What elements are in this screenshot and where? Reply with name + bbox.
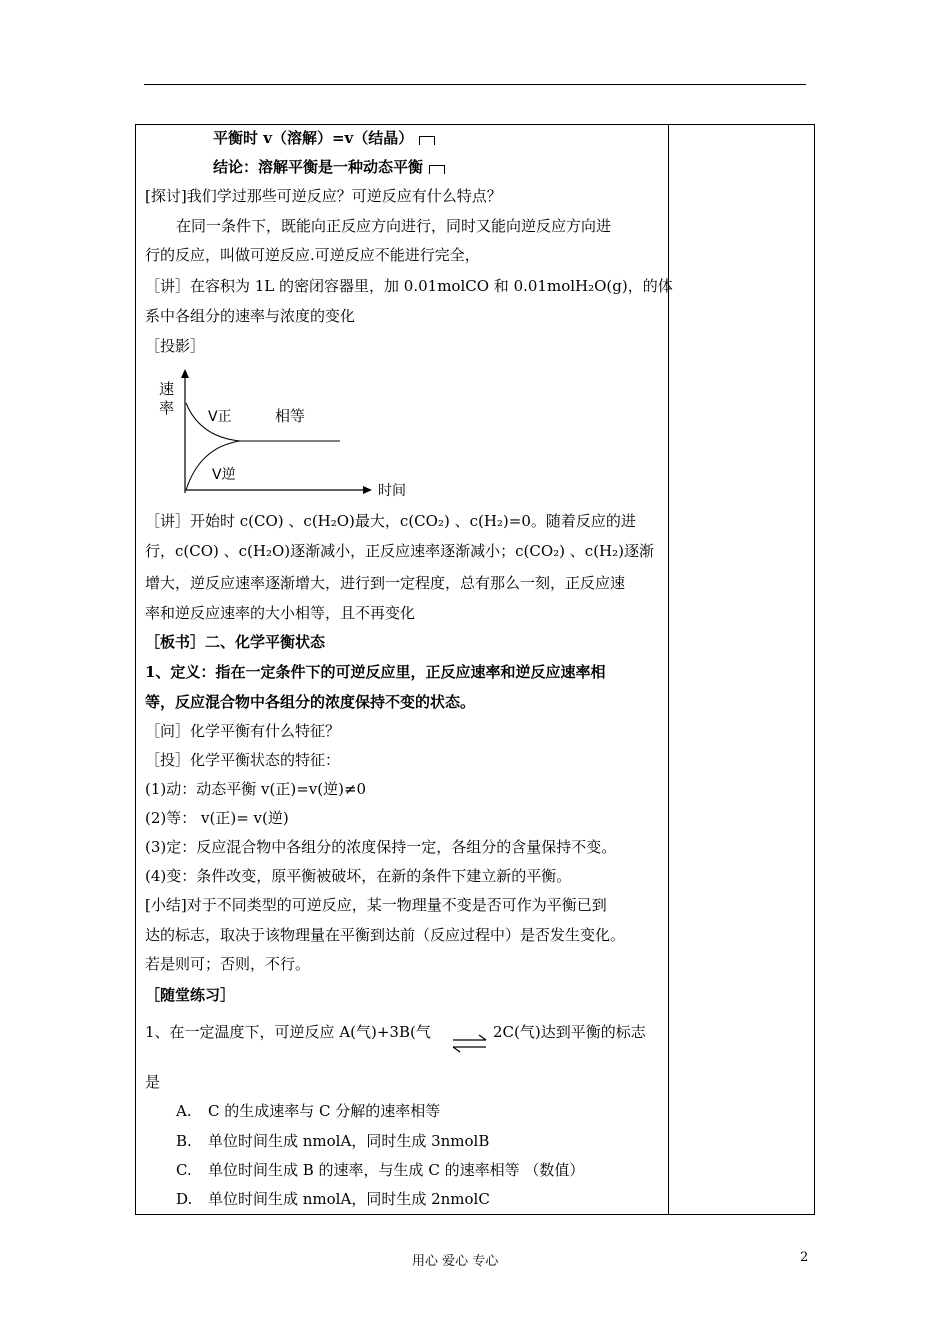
line-discussion: [探讨]我们学过那些可逆反应？可逆反应有什么特点？: [145, 187, 502, 205]
line-projection: ［投影］: [145, 337, 206, 355]
page-number: 2: [800, 1250, 809, 1265]
line-lecture-4: 行，c(CO) 、c(H₂O)逐渐减小，正反应速率逐渐减小；c(CO₂) 、c(H₂)逐渐: [145, 542, 655, 560]
line-lecture-2: 系中各组分的速率与浓度的变化: [145, 307, 356, 325]
line-question-1b: 2C(气)达到平衡的标志: [493, 1023, 646, 1041]
line-summary-2: 达的标志，取决于该物理量在平衡到达前（反应过程中）是否发生变化。: [145, 926, 626, 944]
graph-y-label-1: 速: [159, 380, 175, 398]
option-a: C 的生成速率与 C 分解的速率相等: [208, 1102, 441, 1120]
reversible-arrow-icon: [450, 1032, 490, 1056]
option-b-key: B.: [176, 1132, 192, 1150]
line-lecture-6: 率和逆反应速率的大小相等，且不再变化: [145, 604, 416, 622]
option-a-key: A.: [176, 1102, 192, 1120]
line-lecture-1: ［讲］在容积为 1L 的密闭容器里，加 0.01molCO 和 0.01molH₂O(g)，的体: [145, 277, 673, 295]
option-d: 单位时间生成 nmolA，同时生成 2nmolC: [208, 1190, 490, 1208]
graph-v-reverse: V逆: [212, 467, 236, 483]
graph-x-label: 时间: [378, 483, 406, 499]
line-practice-title: ［随堂练习］: [145, 986, 236, 1004]
line-feature-3: (3)定：反应混合物中各组分的浓度保持一定，各组分的含量保持不变。: [145, 838, 617, 856]
line-summary-1: [小结]对于不同类型的可逆反应，某一物理量不变是否可作为平衡已到: [145, 896, 607, 914]
line-feature-4: (4)变：条件改变，原平衡被破坏，在新的条件下建立新的平衡。: [145, 867, 572, 885]
line-dissolution-rate: 平衡时 v（溶解）=v（结晶）: [213, 128, 435, 148]
graph-equal-label: 相等: [275, 407, 306, 425]
line-lecture-3: ［讲］开始时 c(CO) 、c(H₂O)最大，c(CO₂) 、c(H₂)=0。随着反应的进: [145, 512, 636, 530]
line-features-title: ［投］化学平衡状态的特征：: [145, 751, 341, 769]
header-rule: [144, 84, 806, 85]
option-c-key: C.: [176, 1161, 192, 1179]
line-def-1: 1、定义：指在一定条件下的可逆反应里，正反应速率和逆反应速率相: [145, 663, 606, 681]
line-question: ［问］化学平衡有什么特征？: [145, 722, 341, 740]
option-b: 单位时间生成 nmolA，同时生成 3nmolB: [208, 1132, 490, 1150]
line-feature-1: (1)动：动态平衡 v(正)=v(逆)≠0: [145, 780, 367, 798]
line-lecture-5: 增大，逆反应速率逐渐增大，进行到一定程度，总有那么一刻，正反应速: [145, 574, 626, 592]
line-question-1c: 是: [145, 1073, 161, 1091]
graph-y-label-2: 率: [159, 399, 175, 417]
line-def-2: 等，反应混合物中各组分的浓度保持不变的状态。: [145, 693, 476, 711]
line-conclusion: 结论：溶解平衡是一种动态平衡: [213, 157, 445, 177]
option-c: 单位时间生成 B 的速率，与生成 C 的速率相等 （数值）: [208, 1161, 585, 1179]
line-feature-2: (2)等： v(正)= v(逆): [145, 809, 289, 827]
line-definition-1: 在同一条件下，既能向正反应方向进行，同时又能向逆反应方向进: [176, 217, 612, 235]
page-footer: 用心 爱心 专心: [412, 1254, 499, 1269]
line-definition-2: 行的反应，叫做可逆反应.可逆反应不能进行完全，: [145, 246, 480, 264]
line-summary-3: 若是则可；否则，不行。: [145, 955, 311, 973]
rate-time-graph: [150, 365, 420, 505]
graph-v-forward: V正: [208, 409, 232, 425]
line-board: ［板书］二、化学平衡状态: [145, 633, 326, 651]
line-question-1a: 1、在一定温度下，可逆反应 A(气)+3B(气: [145, 1023, 431, 1041]
option-d-key: D.: [176, 1190, 193, 1208]
